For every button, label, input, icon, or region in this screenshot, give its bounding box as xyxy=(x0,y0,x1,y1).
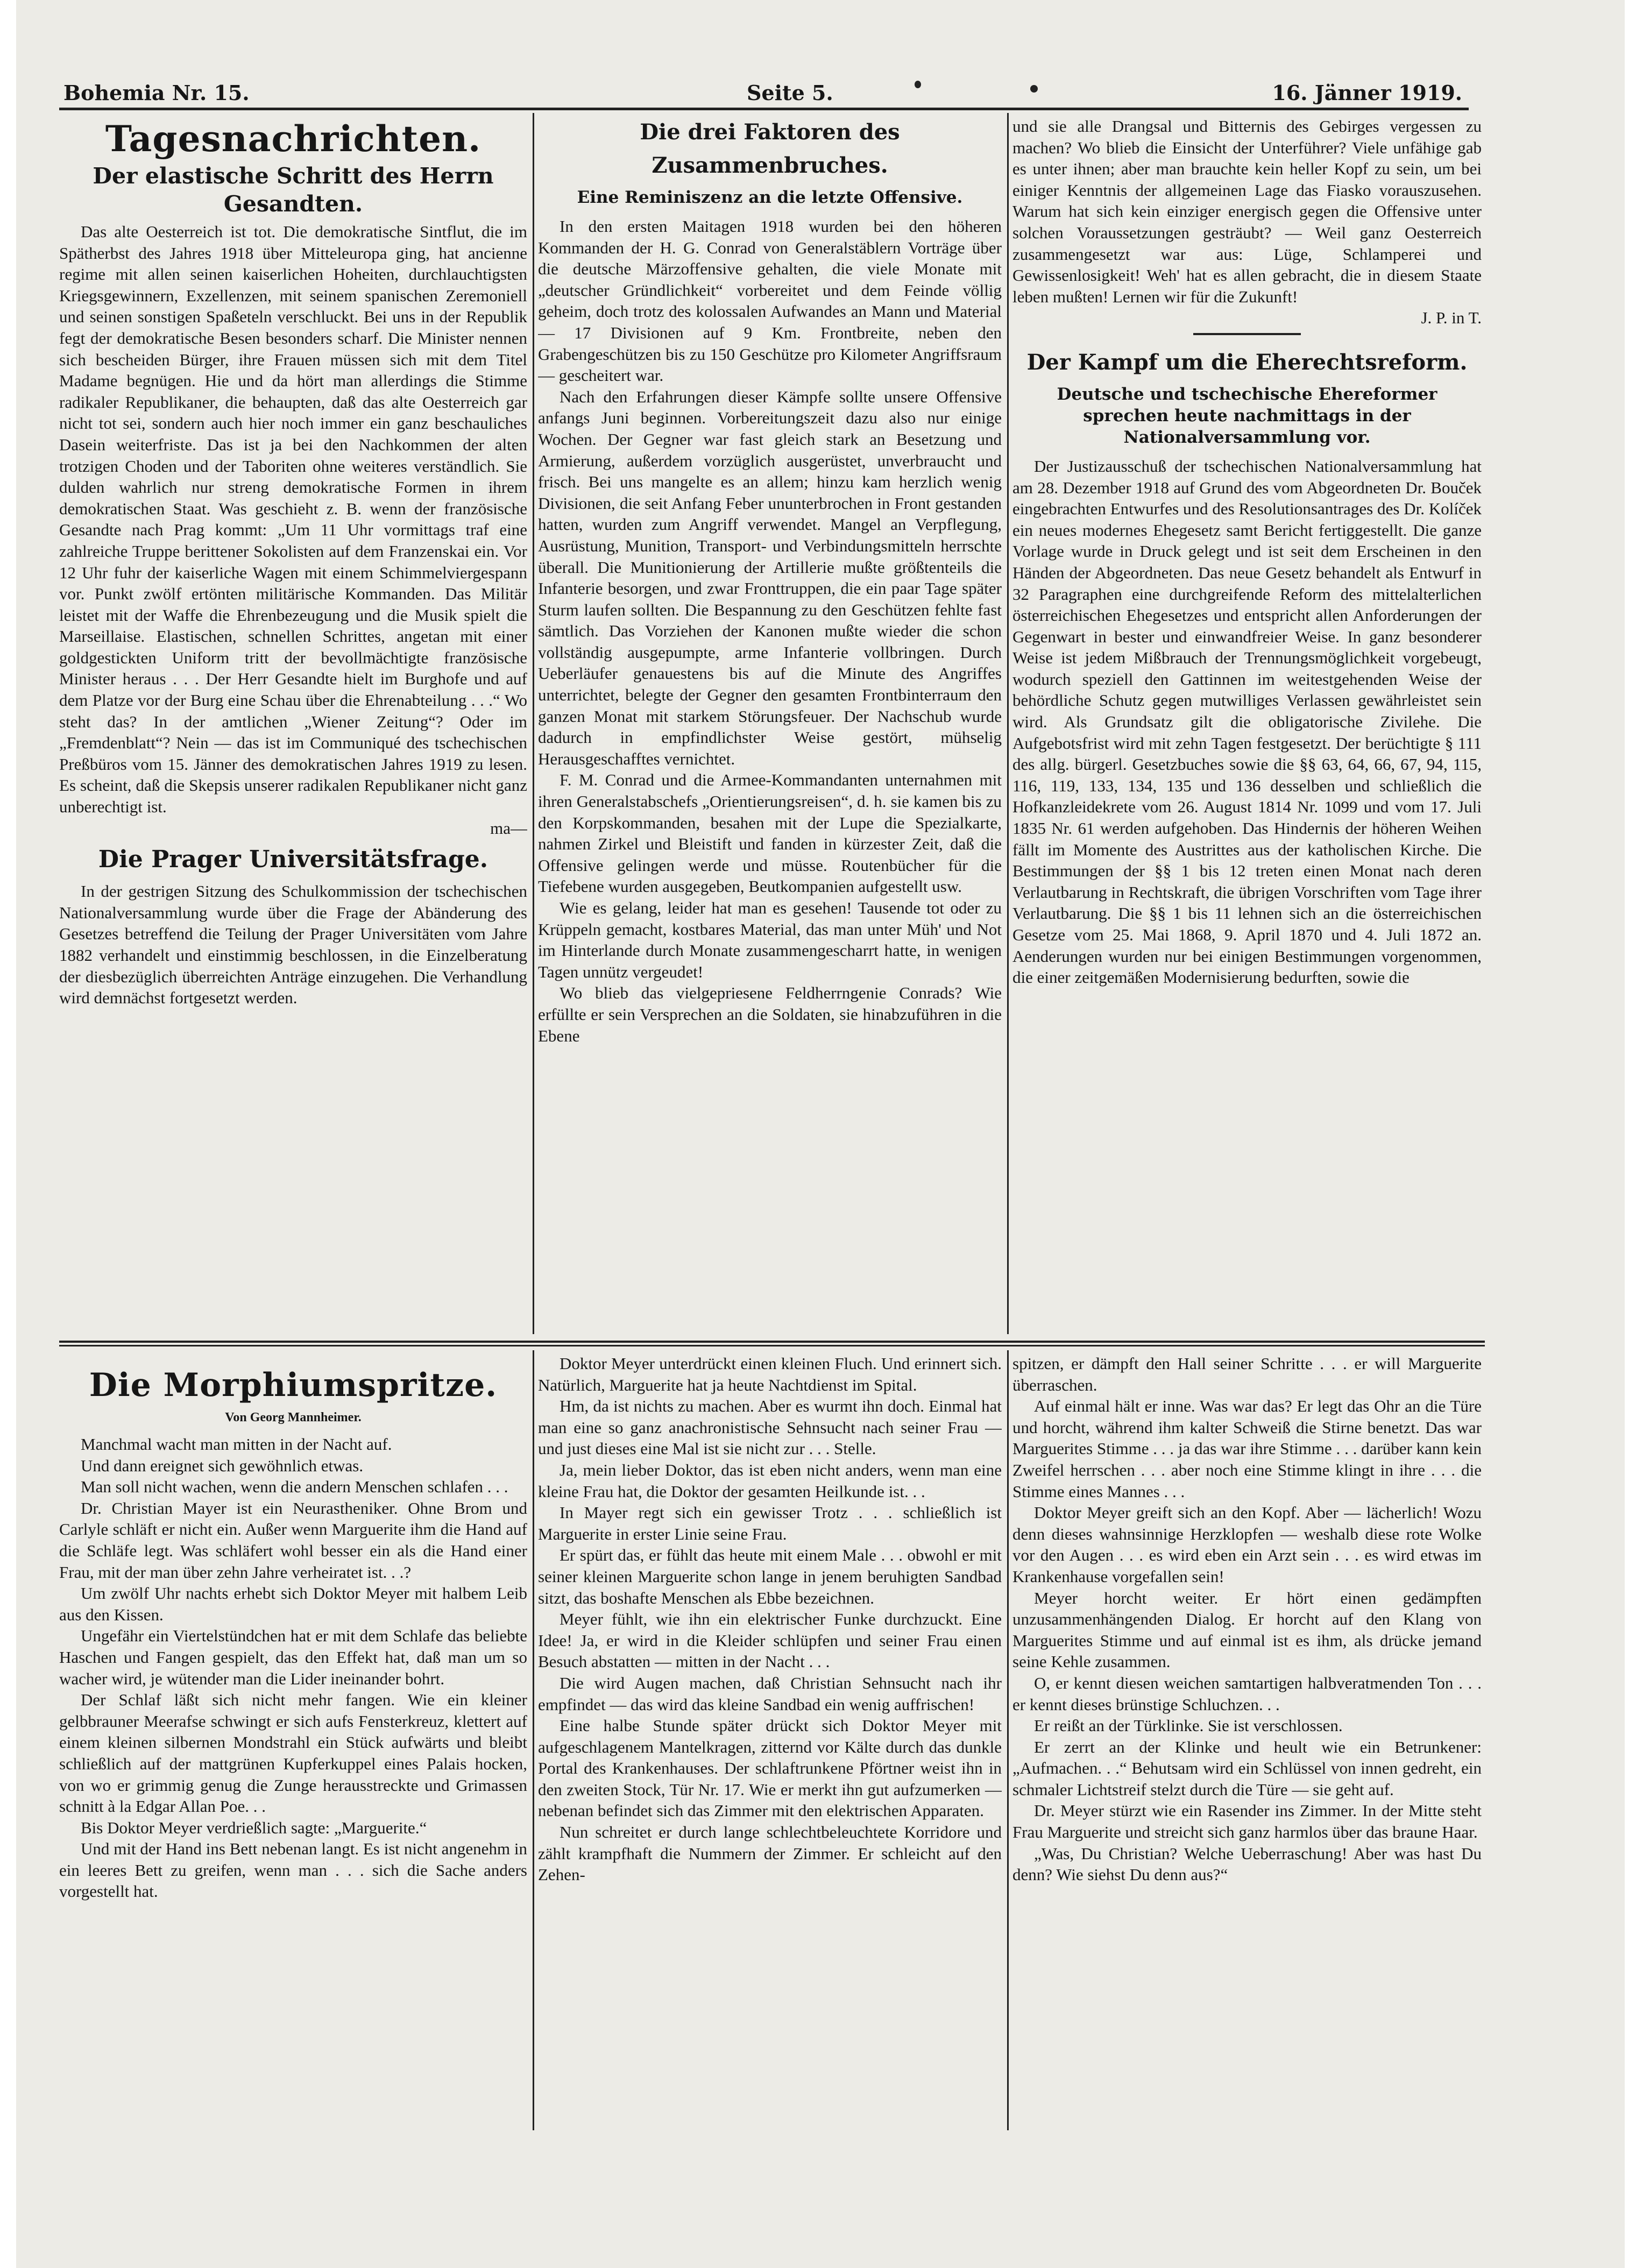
paragraph: O, er kennt diesen weichen samtartigen halbveratmenden Ton . . . er kennt dieses brünstige Schluchzen. . . xyxy=(1012,1673,1482,1714)
column-rule xyxy=(1007,1350,1009,2130)
paragraph: Nun schreitet er durch lange schlechtbeleuchtete Korridore und zählt krampfhaft die Nummern der Zimmer. Er schleicht auf den Zehen- xyxy=(538,1823,1002,1884)
paragraph: In den ersten Maitagen 1918 wurden bei den höheren Kommanden der H. G. Conrad von Generalstäblern Vorträge über die deutsche Märzoffensive gehalten, die viele Monate mit „deutscher Gründlichkeit“ vorbereitet und dem Feinde völlig geheim, doch trotz des kolossalen Aufwandes an Mann und Material — 17 Divisionen auf 9 Km. Frontbreite, neben den Grabengeschützen bis zu 150 Geschütze pro Kilometer Angriffsraum — gescheitert war. xyxy=(538,217,1002,385)
header-newspaper-issue: Bohemia Nr. 15. xyxy=(63,81,250,105)
paragraph: „Was, Du Christian? Welche Ueberraschung! Aber was hast Du denn? Wie siehst Du denn aus?“ xyxy=(1012,1844,1482,1884)
paragraph: F. M. Conrad und die Armee-Kommandanten unternahmen mit ihren Generalstabschefs „Orientierungsreisen“, d. h. sie kamen bis zu den Korpskommanden, besahen mit der Lupe die Spezialkarte, nahmen Zirkel und Bleistift und fanden in kürzester Zeit, daß die Offensive gelingen werde und müsse. Routenbücher für die Tiefebene wurden ausgegeben, Beutkompanien aufgestellt usw. xyxy=(538,770,1002,896)
column-tagesnachrichten xyxy=(59,116,527,1329)
paragraph: Er zerrt an der Klinke und heult wie ein Betrunkener: „Aufmachen. . .“ Behutsam wird ein Schlüssel von innen gedreht, ein schmaler Lichtstreif stelzt durch die Türe — sie geht auf. xyxy=(1012,1737,1482,1799)
paragraph: Auf einmal hält er inne. Was war das? Er legt das Ohr an die Türe und horcht, während ihm kalter Schweiß die Stirne benetzt. Das war Marguerites Stimme . . . ja das war ihre Stimme . . . darüber kann kein Zweifel herrschen . . . aber noch eine Stimme klingt in ihre . . . die Stimme eines Mannes . . . xyxy=(1012,1397,1482,1501)
paragraph: Der Schlaf läßt sich nicht mehr fangen. Wie ein kleiner gelbbrauner Meerafse schwingt er sich aufs Fensterkreuz, klettert auf einem kleinen silbernen Mondstrahl ein Stück aufwärts und bleibt schließlich auf der mattgrünen Kupferkuppel eines Palais hocken, von wo er grimmig genug die Zunge herausstreckte und Grimassen schnitt à la Edgar Allan Poe. . . xyxy=(59,1690,527,1816)
article-title-eherecht: Der Kampf um die Eherechtsreform. xyxy=(1026,349,1468,375)
paragraph: Wo blieb das vielgepriesene Feldherrngenie Conrads? Wie erfüllte er sein Versprechen an die Soldaten, sie hinabzuführen in die Ebene xyxy=(538,983,1002,1045)
story-column-1 xyxy=(59,1353,527,2128)
paragraph: Meyer horcht weiter. Er hört einen gedämpften unzusammenhängenden Dialog. Er horcht auf den Klang von Marguerites Stimme und auf einmal ist es ihm, als drücke jemand seine Kehle zusammen. xyxy=(1012,1588,1482,1671)
paragraph: Doktor Meyer unterdrückt einen kleinen Fluch. Und erinnert sich. Natürlich, Marguerite hat ja heute Nachtdienst im Spital. xyxy=(538,1354,1002,1394)
separator-rule xyxy=(1193,333,1301,335)
paragraph: Doktor Meyer greift sich an den Kopf. Aber — lächerlich! Wozu denn dieses wahnsinnige Herzklopfen — weshalb diese rote Wolke vor den Augen . . . es wird eben ein Arzt sein . . . es wird etwas im Krankenhause vorgefallen sein! xyxy=(1012,1503,1482,1586)
article-title-faktoren: Die drei Faktoren des Zusammenbruches. xyxy=(640,119,900,178)
paragraph: Wie es gelang, leider hat man es gesehen! Tausende tot oder zu Krüppeln gemacht, kostbares Material, das man unter Müh' und Not im Hinterlande durch Monate zusammengescharrt hatte, in wenigen Tagen unnütz vergeudet! xyxy=(538,898,1002,981)
paragraph: Und dann ereignet sich gewöhnlich etwas. xyxy=(81,1456,364,1475)
continuation-signature: J. P. in T. xyxy=(1421,308,1482,328)
paragraph: Er reißt an der Türklinke. Sie ist verschlossen. xyxy=(1034,1716,1343,1735)
story-byline: Von Georg Mannheimer. xyxy=(225,1411,362,1424)
paragraph: Ja, mein lieber Doktor, das ist eben nicht anders, wenn man eine kleine Frau hat, die Doktor der gesamten Heilkunde ist. . . xyxy=(538,1460,1002,1501)
feuilleton-rule xyxy=(59,1345,1485,1346)
column-rule xyxy=(533,1350,534,2130)
paragraph: Dr. Christian Mayer ist ein Neurastheniker. Ohne Brom und Carlyle schläft er nicht ein. Außer wenn Marguerite ihm die Hand auf die Schläfe legt. Was schläfert wohl besser ein als die Hand einer Frau, mit der man über zehn Jahre verheiratet ist. . .? xyxy=(59,1498,527,1582)
header-page-number: Seite 5. xyxy=(747,81,833,105)
story-column-3 xyxy=(1012,1353,1482,2128)
column-eherechtsreform xyxy=(1012,116,1482,1329)
paragraph: Dr. Meyer stürzt wie ein Rasender ins Zimmer. In der Mitte steht Frau Marguerite und streicht sich ganz harmlos über das braune Haar. xyxy=(1012,1801,1482,1842)
header-date: 16. Jänner 1919. xyxy=(1272,81,1462,105)
paragraph: Und mit der Hand ins Bett nebenan langt. Es ist nicht angenehm in ein leeres Bett zu greifen, wenn man . . . sich die Sache anders vorgestellt hat. xyxy=(59,1839,527,1901)
continuation-text: und sie alle Drangsal und Bitternis des Gebirges vergessen zu machen? Wo blieb die Einsicht der Unterführer? Viele unfähige gab es unter ihnen; aber man brauchte kein heller Kopf zu sein, um bei einiger Kenntnis der allgemeinen Lage das Fiasko vorauszusehen. Warum hat sich kein einziger energisch gegen die Offensive unter solchen Voraussetzungen gesträubt? — Weil ganz Oesterreich zusammengesetzt war aus: Lüge, Schlamperei und Gewissenlosigkeit! Weh' hat es allen gebracht, die in diesem Staate leben mußten! Lernen wir für die Zukunft! xyxy=(1012,117,1482,306)
paragraph: Um zwölf Uhr nachts erhebt sich Doktor Meyer mit halbem Leib aus den Kissen. xyxy=(59,1584,527,1624)
paragraph: Meyer fühlt, wie ihn ein elektrischer Funke durchzuckt. Eine Idee! Ja, er wird in die Kleider schlüpfen und seiner Frau einen Besuch abstatten — mitten in der Nacht . . . xyxy=(538,1610,1002,1671)
article-deck-faktoren: Eine Reminiszenz an die letzte Offensive. xyxy=(577,188,963,207)
paragraph: Er spürt das, er fühlt das heute mit einem Male . . . obwohl er mit seiner kleinen Marguerite schon lange in jenem beruhigten Sandbad sitzt, das boshafte Menschen als Ebbe bezeichnen. xyxy=(538,1546,1002,1607)
article-signature: ma— xyxy=(490,818,527,838)
article-title-universitaet: Die Prager Universitätsfrage. xyxy=(98,846,488,874)
paragraph: Man soll nicht wachen, wenn die andern Menschen schlafen . . . xyxy=(81,1477,508,1497)
paragraph: Bis Doktor Meyer verdrießlich sagte: „Marguerite.“ xyxy=(81,1818,427,1837)
paragraph: Manchmal wacht man mitten in der Nacht auf. xyxy=(81,1435,392,1454)
article-body-gesandter: Das alte Oesterreich ist tot. Die demokratische Sintflut, die im Spätherbst des Jahres 1918 über Mitteleuropa ging, hat ancienne regime mit allen seinen kaiserlichen Hoheiten, durchlauchtigsten Kriegsgewinnern, Exzellenzen, mit seinem spanischen Zeremoniell und seinen sonstigen Spaßeteln verschluckt. Bei uns in der Republik fegt der demokratische Besen besonders scharf. Die Minister nennen sich bescheiden Bürger, ihre Frauen müssen sich mit dem Titel Madame begnügen. Hie und da hört man allerdings die Stimme radikaler Republikaner, die behaupten, daß das alte Oesterreich gar nicht tot sei, sondern auch hier noch immer ein ganz beschauliches Dasein weiterfriste. Das ist ja bei den Nachkommen der alten trotzigen Choden und der Taboriten ohne weiteres verständlich. Sie dulden wahrlich nur streng demokratische Formen in ihrem demokratischen Staat. Was geschieht z. B. wenn der französische Gesandte nach Prag kommt: „Um 11 Uhr vormittags traf eine zahlreiche Truppe berittener Sokolisten auf dem Franzenskai ein. Vor 12 Uhr fuhr der kaiserliche Wagen mit einem Schimmelviergespann vor. Punkt zwölf ertönten militärische Kommanden. Das Militär leistet mit der Waffe die Ehrenbezeugung und die Musik spielt die Marseillaise. Elastischen, schnellen Schrittes, angetan mit einer goldgestickten Uniform tritt der bevollmächtigte französische Minister heraus . . . Der Herr Gesandte hielt im Burghofe und auf dem Platze vor der Burg eine Schau über die Ehrenabteilung . . .“ Wo steht das? In der amtlichen „Wiener Zeitung“? Oder im „Fremdenblatt“? Nein — das ist im Communiqué des tschechischen Preßbüros vom 15. Jänner des demokratischen Jahres 1919 zu lesen. Es scheint, daß die Skepsis unserer radikalen Republikaner nicht ganz unberechtigt ist. xyxy=(59,222,527,817)
column-faktoren xyxy=(538,116,1002,1329)
paragraph: In Mayer regt sich ein gewisser Trotz . . . schließlich ist Marguerite in erster Linie seine Frau. xyxy=(538,1503,1002,1543)
paragraph: Eine halbe Stunde später drückt sich Doktor Meyer mit aufgeschlagenem Mantelkragen, zitternd vor Kälte durch das dunkle Portal des Krankenhauses. Der schlaftrunkene Pförtner weist ihn in den zweiten Stock, Tür Nr. 17. Wie er merkt ihn gut aufzumerken — nebenan befindet sich das Zimmer mit den elektrischen Apparaten. xyxy=(538,1716,1002,1820)
story-title: Die Morphiumspritze. xyxy=(89,1366,498,1404)
paragraph: Nach den Erfahrungen dieser Kämpfe sollte unsere Offensive anfangs Juni beginnen. Vorbereitungszeit dazu also nur einige Wochen. Der Gegner war fast gleich stark an Besetzung und Armierung, außerdem vorzüglich ausgerüstet, unverbraucht und frisch. Bei uns mangelte es an allem; hinzu kam herzlich wenig Divisionen, die seit Anfang Feber ununterbrochen in Front gestanden hatten, wurden zum Angriff verwendet. Mangel an Verpflegung, Ausrüstung, Munition, Transport- und Verbindungsmitteln herrschte überall. Die Munitionierung der Artillerie mußte größtenteils die Infanterie besorgen, und zwar Fronttruppen, die ein paar Tage später Sturm laufen sollten. Die Bespannung zu den Geschützen fehlte fast sämtlich. Das Vorziehen der Kanonen mußte wieder die schon vollständig ausgepumpte, arme Infanterie vollbringen. Durch Ueberläufer genauestens bis auf die Minute des Angriffes unterrichtet, belegte der Gegner den gesamten Frontbinterraum den ganzen Monat mit starkem Störungsfeuer. Der Nachschub wurde dadurch in empfindlichster Weise gestört, mühselig Herausgeschafftes vernichtet. xyxy=(538,387,1002,768)
column-rule xyxy=(533,113,534,1334)
ink-mark xyxy=(915,81,921,88)
feuilleton-rule xyxy=(59,1341,1485,1343)
paragraph: Hm, da ist nichts zu machen. Aber es wurmt ihn doch. Einmal hat man eine so ganz anachronistische Sehnsucht nach seiner Frau — und just dieses eine Mal ist sie nicht zur . . . Stelle. xyxy=(538,1397,1002,1458)
paragraph: spitzen, er dämpft den Hall seiner Schritte . . . er will Marguerite überraschen. xyxy=(1012,1354,1482,1394)
section-title: Tagesnachrichten. xyxy=(105,118,481,160)
article-body-universitaet: In der gestrigen Sitzung des Schulkommission der tschechischen Nationalversammlung wurde über die Frage der Abänderung des Gesetzes betreffend die Teilung der Prager Universitäten vom Jahre 1882 verhandelt und einstimmig beschlossen, in die Einzelberatung der diesbezüglich überreichten Anträge einzugehen. Die Verhandlung wird demnächst fortgesetzt werden. xyxy=(59,882,527,1008)
paragraph: Der Justizausschuß der tschechischen Nationalversammlung hat am 28. Dezember 1918 auf Grund des vom Abgeordneten Dr. Bouček eingebrachten Entwurfes und des Resolutionsantrages des Dr. Kolíček ein neues modernes Ehegesetz samt Bericht fertiggestellt. Die ganze Vorlage wurde in Druck gelegt und ist seit dem Erscheinen in den Händen der Abgeordneten. Das neue Gesetz behandelt als Entwurf in 32 Paragraphen eine durchgreifende Reform des mittelalterlichen österreichischen Ehegesetzes und entspricht allen Anforderungen der Gegenwart in bester und einwandfreier Weise. In ganz besonderer Weise ist jedem Mißbrauch der Trennungsmöglichkeit vorgebeugt, wodurch speziell den Gattinnen im weitestgehenden Weise der behördliche Schutz gegen mutwilliges Verlassen gewährleistet sein wird. Als Grundsatz gilt die obligatorische Zivilehe. Die Aufgebotsfrist wird mit zehn Tagen festgesetzt. Der berüchtigte § 111 des allg. bürgerl. Gesetzbuches sowie die §§ 63, 64, 66, 67, 94, 115, 116, 119, 133, 134, 135 und 136 desselben und schließlich die Hofkanzleidekrete vom 26. August 1814 Nr. 1099 und vom 17. Juli 1835 Nr. 61 werden aufgehoben. Das Hindernis der höheren Weihen fällt im Momente des Austrittes aus der katholischen Kirche. Die Bestimmungen der §§ 1 bis 12 treten einen Monat nach deren Verlautbarung in Rechtskraft, die übrigen Vorschriften vom Tage ihrer Verlautbarung. Die §§ 1 bis 11 lehnen sich an die österreichischen Gesetze vom 25. Mai 1868, 9. April 1870 und 4. Juli 1872 an. Aenderungen wurden nur bei einigen Bestimmungen vorgenommen, die einer zeitgemäßen Modernisierung bedurften, sowie die xyxy=(1012,456,1482,987)
header-rule xyxy=(59,108,1469,110)
paragraph: Ungefähr ein Viertelstündchen hat er mit dem Schlafe das beliebte Haschen und Fangen gespielt, das den Effekt hat, daß man um so wacher wird, je wütender man die Lider ineinander bohrt. xyxy=(59,1626,527,1688)
paragraph: Die wird Augen machen, daß Christian Sehnsucht nach ihr empfindet — das wird das kleine Sandbad ein wenig auffrischen! xyxy=(538,1673,1002,1714)
article-deck-eherecht: Deutsche und tschechische Ehereformer sprechen heute nachmittags in der Nationalversammlung vor. xyxy=(1057,384,1437,447)
column-rule xyxy=(1007,113,1009,1334)
story-column-2 xyxy=(538,1353,1002,2128)
ink-mark xyxy=(1030,85,1038,93)
article-title-gesandter: Der elastische Schritt des Herrn Gesandten. xyxy=(93,163,494,217)
